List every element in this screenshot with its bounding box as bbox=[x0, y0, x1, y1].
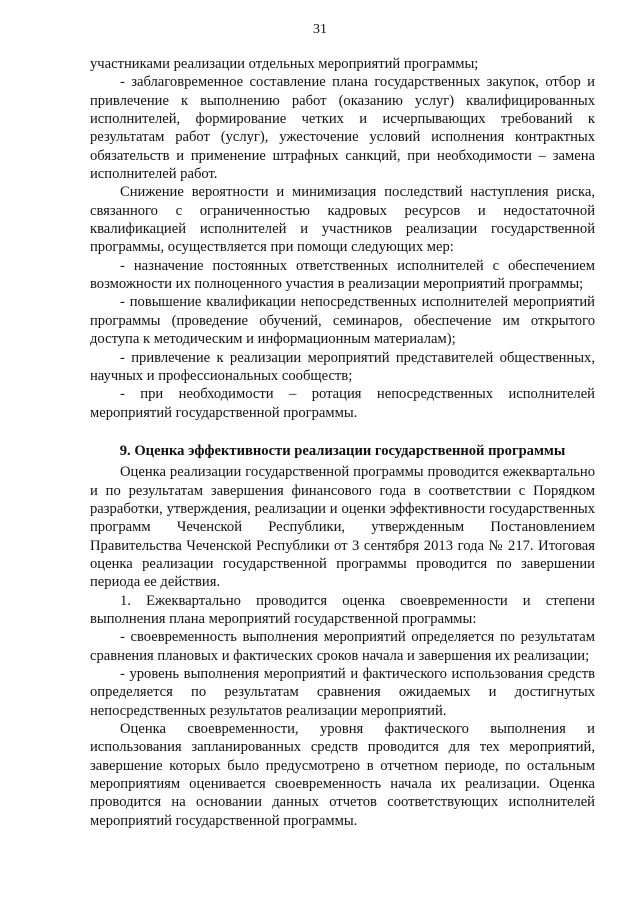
paragraph-evaluation-intro: Оценка реализации государственной программы проводится ежеквартально и по результатам завершения финансового года в соответствии с Порядком разработки, утверждения, реализации и оценки эффективности государственных программ Чеченской Республики, утвержденным Постановлением Правительства Чеченской Республики от 3 сентября 2013 года № 217. Итоговая оценка реализации государственной программы проводится по завершении периода ее действия. bbox=[90, 464, 595, 591]
section-heading: 9. Оценка эффективности реализации государственной программы bbox=[119, 442, 566, 459]
page-number: 31 bbox=[313, 22, 327, 37]
paragraph-staffing-risk: Снижение вероятности и минимизация последствий наступления риска, связанного с ограниченностью кадровых ресурсов и недостаточной квалификацией исполнителей и участников реализации государственной программы, осуществляется при помощи следующих мер: bbox=[90, 184, 595, 256]
document-body bbox=[90, 55, 595, 830]
paragraph-rotation: - при необходимости – ротация непосредственных исполнителей мероприятий государственной программы. bbox=[90, 386, 595, 421]
paragraph-communities: - привлечение к реализации мероприятий представителей общественных, научных и профессиональных сообществ; bbox=[90, 349, 595, 384]
paragraph-timeliness: - своевременность выполнения мероприятий определяется по результатам сравнения плановых и фактических сроков начала и завершения их реализации; bbox=[90, 629, 595, 664]
paragraph-quarterly-evaluation: 1. Ежеквартально проводится оценка своевременности и степени выполнения плана мероприятий государственной программы: bbox=[90, 592, 595, 627]
paragraph-qualification: - повышение квалификации непосредственных исполнителей мероприятий программы (проведение обучений, семинаров, обеспечение им открытого доступа к методическим и информационным материалам); bbox=[90, 294, 595, 348]
paragraph-execution-level: - уровень выполнения мероприятий и фактического использования средств определяется по результатам сравнения ожидаемых и достигнутых непосредственных результатов реализации мероприятий. bbox=[90, 666, 595, 719]
paragraph-procurement-measure: - заблаговременное составление плана государственных закупок, отбор и привлечение к выполнению работ (оказанию услуг) квалифицированных исполнителей, формирование четких и исчерпывающих требований к результатам работ (услуг), ужесточение условий исполнения контрактных обязательств и применение штрафных санкций, при необходимости – замена исполнителей работ. bbox=[90, 74, 595, 183]
paragraph-evaluation-basis: Оценка своевременности, уровня фактического выполнения и использования запланированных средств проводится для тех мероприятий, завершение которых было предусмотрено в отчетном периоде, по остальным мероприятиям оценивается своевременность начала их реализации. Оценка проводится на основании данных отчетов соответствующих исполнителей мероприятий государственной программы. bbox=[90, 721, 595, 829]
paragraph-permanent-executors: - назначение постоянных ответственных исполнителей с обеспечением возможности их полноценного участия в реализации мероприятий программы; bbox=[90, 257, 595, 293]
paragraph-continuation: участниками реализации отдельных мероприятий программы; bbox=[90, 56, 479, 72]
